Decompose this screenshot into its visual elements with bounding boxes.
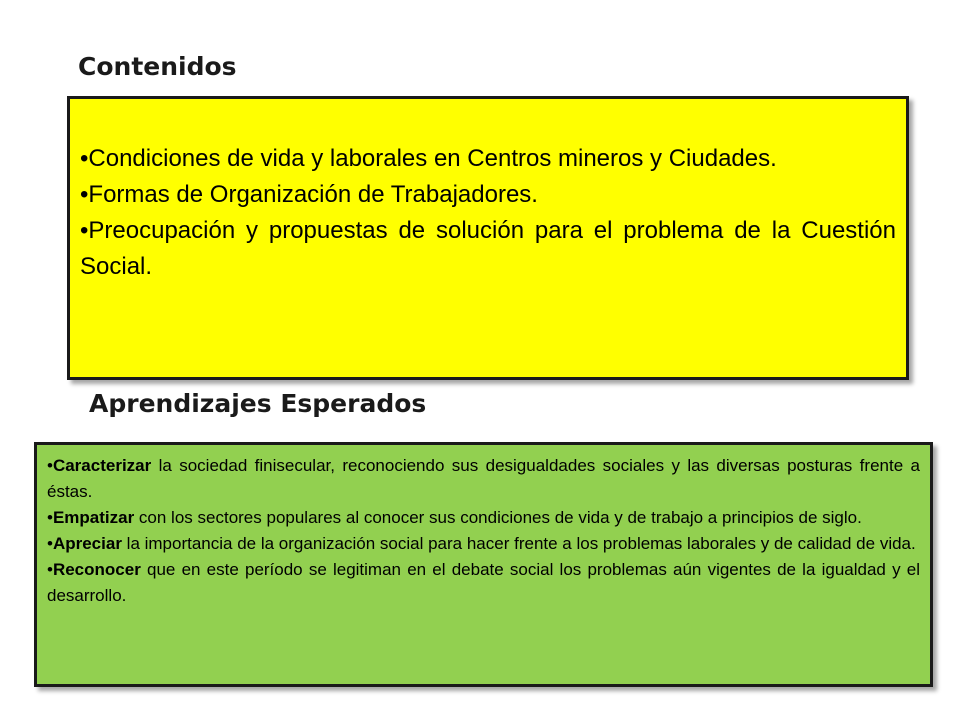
list-item xyxy=(80,177,896,213)
item-verb: Empatizar xyxy=(52,508,135,527)
list-item xyxy=(80,141,896,177)
item-verb: Caracterizar xyxy=(52,456,152,475)
contenidos-list xyxy=(80,141,896,285)
list-item xyxy=(80,213,896,285)
item-text: la importancia de la organización social para hacer frente a los problemas laborales y de calidad de vida. xyxy=(121,534,916,553)
contenidos-box xyxy=(67,96,909,380)
list-item xyxy=(47,453,920,505)
item-text: la sociedad finisecular, reconociendo sus desigualdades sociales y las diversas posturas frente a éstas. xyxy=(47,456,920,501)
aprendizajes-list xyxy=(47,453,920,609)
aprendizajes-heading: Aprendizajes Esperados xyxy=(89,389,427,418)
list-item xyxy=(47,505,920,531)
item-text: que en este período se legitiman en el debate social los problemas aún vigentes de la igualdad y el desarrollo. xyxy=(47,560,920,605)
aprendizajes-box xyxy=(34,442,933,687)
item-text: Condiciones de vida y laborales en Centros mineros y Ciudades. xyxy=(88,145,777,172)
item-verb: Reconocer xyxy=(52,560,141,579)
list-item xyxy=(47,557,920,609)
list-item xyxy=(47,531,920,557)
contenidos-heading: Contenidos xyxy=(78,52,237,81)
item-text: Formas de Organización de Trabajadores. xyxy=(88,181,538,208)
item-verb: Apreciar xyxy=(52,534,122,553)
item-text: Preocupación y propuestas de solución para el problema de la Cuestión Social. xyxy=(80,217,896,280)
item-text: con los sectores populares al conocer sus condiciones de vida y de trabajo a principios de siglo. xyxy=(134,508,862,527)
